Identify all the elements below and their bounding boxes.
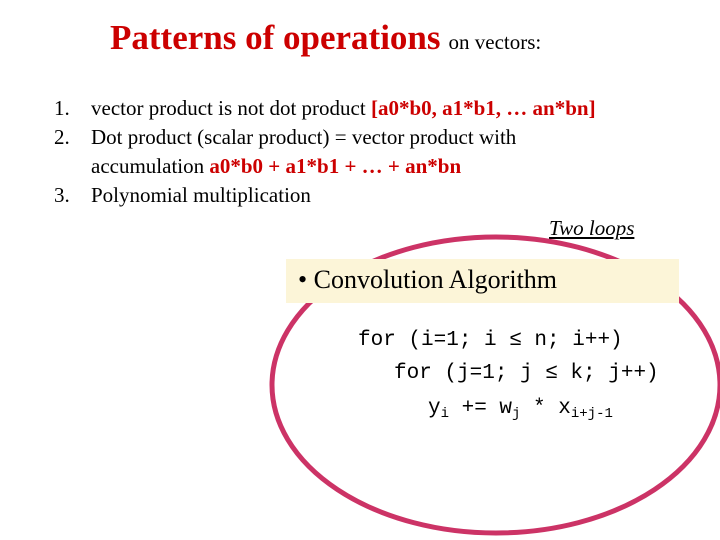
list-item-text-line2: accumulation	[91, 154, 210, 178]
code-x: * x	[520, 397, 571, 420]
list-number: 2.	[54, 125, 70, 149]
vector-product-expression: [a0*b0, a1*b1, … an*bn]	[370, 96, 596, 120]
code-w-index: j	[512, 406, 521, 422]
convolution-callout: • Convolution Algorithm	[286, 259, 679, 303]
title-sub: on vectors:	[448, 30, 542, 54]
code-y: y	[428, 397, 441, 420]
two-loops-label: Two loops	[549, 216, 635, 240]
code-x-index: i+j-1	[570, 406, 613, 422]
code-op: += w	[449, 397, 513, 420]
dot-product-expression: a0*b0 + a1*b1 + … + an*bn	[209, 154, 462, 178]
code-line-body	[428, 396, 613, 422]
list-item-text: Polynomial multiplication	[91, 183, 311, 207]
code-line-inner-loop: for (j=1; j ≤ k; j++)	[394, 362, 659, 385]
list-item-text: Dot product (scalar product) = vector product with	[91, 125, 517, 149]
code-y-index: i	[440, 406, 450, 422]
list-item-text: vector product is not dot product	[91, 96, 371, 120]
title-main: Patterns of operations	[110, 18, 441, 57]
list-number: 3.	[54, 183, 70, 207]
list-number: 1.	[54, 96, 70, 120]
code-line-outer-loop: for (i=1; i ≤ n; i++)	[358, 329, 623, 352]
